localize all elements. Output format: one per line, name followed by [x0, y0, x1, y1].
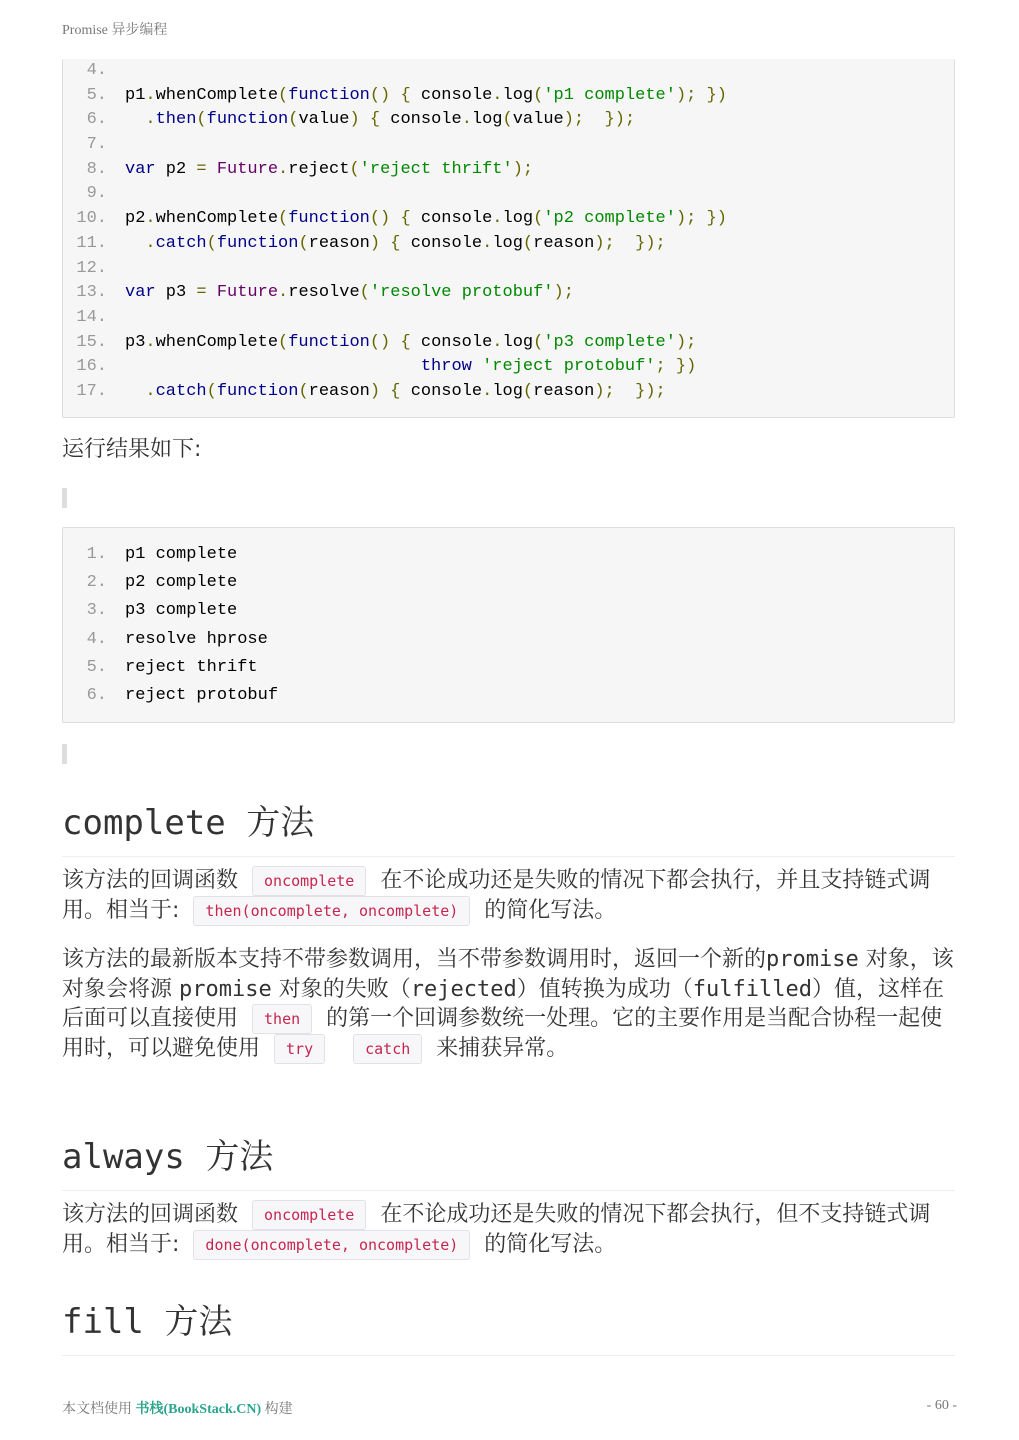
code-line — [63, 158, 954, 183]
code-text: .then(function(value) { console.log(value); }); — [145, 110, 636, 130]
code-text: var p3 = Future.resolve('resolve protobuf'); — [125, 283, 574, 303]
line-number: 6. — [86, 685, 107, 705]
code-line — [63, 182, 954, 207]
line-number: 14. — [76, 307, 107, 327]
code-line — [63, 257, 954, 282]
line-number: 16. — [76, 357, 107, 377]
inline-code: oncomplete — [252, 866, 366, 896]
code-line — [63, 133, 954, 158]
complete-paragraph-2: 该方法的最新版本支持不带参数调用，当不带参数调用时，返回一个新的promise 对象，该对象会将源 promise 对象的失败（rejected）值转换为成功（fulfilled）值，这样在后面可以直接使用 then 的第一个回调参数统一处理。它的主要作用是当配合协程一起使用时，可以避免使用 try catch 来捕获异常。 — [62, 945, 955, 1064]
code-line — [63, 597, 954, 625]
code-text: var p2 = Future.reject('reject thrift'); — [125, 159, 534, 179]
line-number: 9. — [86, 184, 107, 204]
code-line — [63, 541, 954, 569]
line-number: 5. — [86, 657, 107, 677]
code-text: p1.whenComplete(function() { console.log('p1 complete'); }) — [125, 85, 727, 105]
line-number: 10. — [76, 209, 107, 229]
line-number: 11. — [76, 233, 107, 253]
line-number: 3. — [86, 601, 107, 621]
inline-code: try — [274, 1034, 325, 1064]
code-line — [63, 281, 954, 306]
code-line — [63, 84, 954, 109]
line-number: 4. — [86, 629, 107, 649]
code-text: throw 'reject protobuf'; }) — [420, 357, 697, 377]
line-number: 7. — [86, 135, 107, 155]
line-number: 12. — [76, 258, 107, 278]
code-text: reject thrift — [125, 657, 258, 677]
code-line — [63, 654, 954, 682]
code-line — [63, 682, 954, 710]
line-number: 15. — [76, 332, 107, 352]
inline-code: then(oncomplete, oncomplete) — [193, 896, 470, 926]
code-line — [63, 380, 954, 405]
code-block-output — [62, 527, 955, 723]
code-line — [63, 626, 954, 654]
line-number: 13. — [76, 283, 107, 303]
inline-code: then — [252, 1004, 312, 1034]
page-number: - 60 - — [926, 1398, 957, 1413]
code-text: reject protobuf — [125, 685, 279, 705]
inline-code: done(oncomplete, oncomplete) — [193, 1230, 470, 1260]
section-heading-always: always 方法 — [62, 1129, 955, 1191]
code-text: .catch(function(reason) { console.log(reason); }); — [145, 233, 666, 253]
code-line — [63, 331, 954, 356]
always-paragraph-1: 该方法的回调函数 oncomplete 在不论成功还是失败的情况下都会执行，但不支持链式调用。相当于: done(oncomplete, oncomplete) 的简化写法。 — [62, 1200, 955, 1260]
code-text: p1 complete — [125, 545, 238, 564]
code-line — [63, 232, 954, 257]
line-number: 8. — [86, 159, 107, 179]
line-number: 5. — [86, 85, 107, 105]
code-block-source — [62, 59, 955, 418]
blockquote-bar — [62, 744, 67, 764]
section-heading-complete: complete 方法 — [62, 795, 955, 857]
line-number: 4. — [86, 61, 107, 80]
line-number: 6. — [86, 110, 107, 130]
code-line — [63, 108, 954, 133]
bookstack-link[interactable]: 书栈(BookStack.CN) — [135, 1402, 262, 1417]
inline-code: catch — [353, 1034, 422, 1064]
code-line — [63, 569, 954, 597]
blockquote-bar — [62, 488, 67, 508]
code-line — [63, 306, 954, 331]
code-text: .catch(function(reason) { console.log(reason); }); — [145, 381, 666, 401]
page-footer: 本文档使用 书栈(BookStack.CN) 构建 — [62, 1402, 293, 1417]
page-header-title: Promise 异步编程 — [62, 23, 168, 38]
inline-code: oncomplete — [252, 1200, 366, 1230]
code-text: p3 complete — [125, 601, 238, 621]
code-text: p3.whenComplete(function() { console.log('p3 complete'); — [125, 332, 697, 352]
result-intro: 运行结果如下: — [62, 437, 202, 462]
code-text: resolve hprose — [125, 629, 268, 649]
code-text: p2 complete — [125, 573, 238, 593]
code-line — [63, 59, 954, 84]
section-heading-fill: fill 方法 — [62, 1294, 955, 1356]
complete-paragraph-1: 该方法的回调函数 oncomplete 在不论成功还是失败的情况下都会执行，并且支持链式调用。相当于: then(oncomplete, oncomplete) 的简化写法。 — [62, 866, 955, 926]
line-number: 1. — [86, 545, 107, 564]
line-number: 2. — [86, 573, 107, 593]
code-line — [63, 207, 954, 232]
code-text: p2.whenComplete(function() { console.log('p2 complete'); }) — [125, 209, 727, 229]
line-number: 17. — [76, 381, 107, 401]
code-line — [63, 355, 954, 380]
